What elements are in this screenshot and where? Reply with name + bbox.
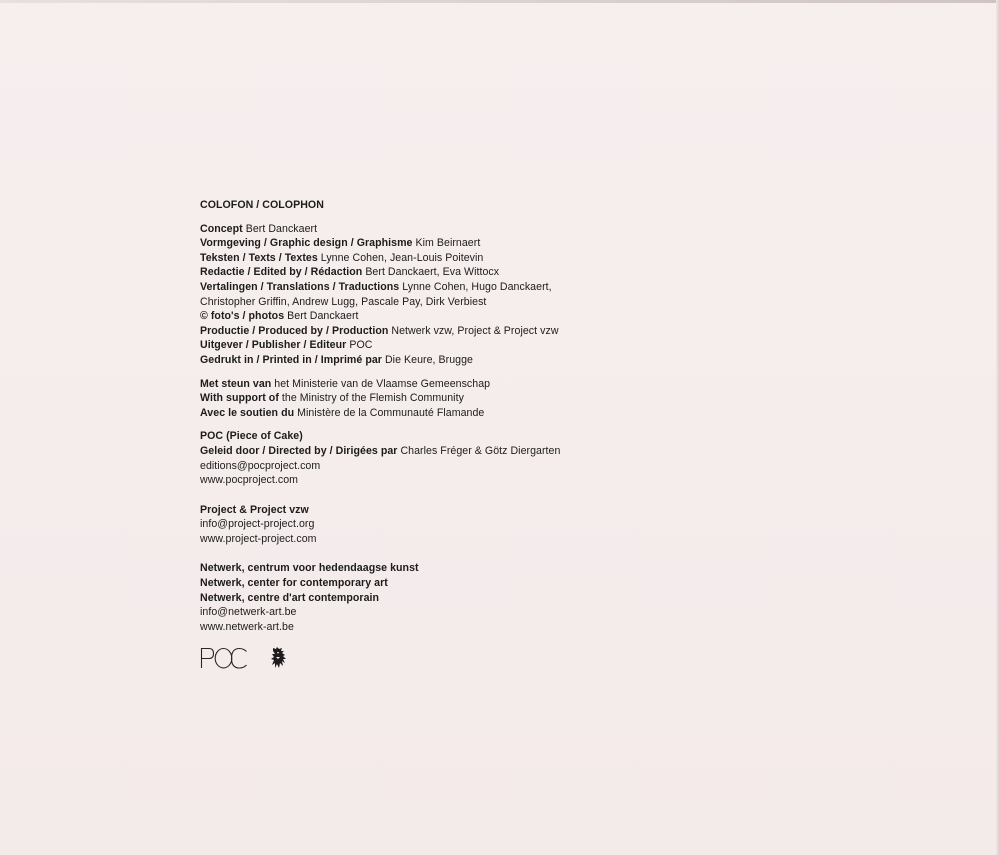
credit-value: Die Keure, Brugge: [384, 353, 473, 366]
project-email: info@project-project.org: [200, 518, 315, 531]
credit-label: Teksten / Texts / Textes: [200, 251, 318, 264]
support-label: With support of: [200, 392, 279, 405]
flemish-lion-icon: [270, 646, 290, 670]
credit-value: Bert Danckaert: [287, 310, 359, 323]
credit-label: Gedrukt in / Printed in / Imprimé par: [200, 353, 382, 366]
credit-label: © foto's / photos: [200, 310, 285, 323]
support-block: [200, 377, 620, 421]
support-line: [200, 377, 620, 392]
poc-directed-value: Charles Fréger & Götz Diergarten: [400, 444, 561, 457]
credits-block: [200, 222, 620, 368]
netwerk-website: www.netwerk-art.be: [200, 620, 294, 633]
credit-line: [200, 280, 620, 295]
support-label: Met steun van: [200, 377, 272, 390]
credit-line: [200, 265, 620, 280]
credit-value: POC: [349, 339, 373, 352]
netwerk-email: info@netwerk-art.be: [200, 606, 297, 619]
poc-block: [200, 429, 620, 487]
logo-row: [200, 644, 290, 672]
poc-email: editions@pocproject.com: [200, 459, 321, 472]
support-line: [200, 391, 620, 406]
credit-line: [200, 353, 620, 368]
project-name: Project & Project vzw: [200, 503, 309, 516]
credit-value: Lynne Cohen, Jean-Louis Poitevin: [320, 251, 484, 264]
page-right-edge: [996, 0, 1000, 855]
project-website: www.project-project.com: [200, 532, 317, 545]
credit-label: Redactie / Edited by / Rédaction: [200, 266, 363, 279]
page-top-edge: [0, 0, 1000, 3]
credit-value: Kim Beirnaert: [415, 237, 481, 250]
credit-line: [200, 324, 620, 339]
colophon-heading: COLOFON / COLOPHON: [200, 199, 324, 211]
credit-value: Lynne Cohen, Hugo Danckaert,: [402, 280, 552, 293]
credit-value: Christopher Griffin, Andrew Lugg, Pascale Pay, Dirk Verbiest: [200, 295, 487, 308]
credit-line: [200, 251, 620, 266]
support-line: [200, 406, 620, 421]
credit-label: Vertalingen / Translations / Traductions: [200, 280, 400, 293]
credit-line: [200, 309, 620, 324]
support-value: het Ministerie van de Vlaamse Gemeenschap: [274, 377, 491, 390]
credit-label: Vormgeving / Graphic design / Graphisme: [200, 237, 413, 250]
poc-logo: [200, 646, 248, 670]
credit-line: [200, 338, 620, 353]
poc-name: POC (Piece of Cake): [200, 430, 303, 443]
netwerk-block: [200, 561, 620, 634]
netwerk-name-en: Netwerk, center for contemporary art: [200, 577, 388, 590]
poc-directed-label: Geleid door / Directed by / Dirigées par: [200, 444, 398, 457]
netwerk-name-nl: Netwerk, centrum voor hedendaagse kunst: [200, 562, 419, 575]
project-block: [200, 503, 620, 547]
poc-website: www.pocproject.com: [200, 474, 299, 487]
netwerk-name-fr: Netwerk, centre d'art contemporain: [200, 591, 380, 604]
support-label: Avec le soutien du: [200, 406, 295, 419]
poc-directed-line: [200, 444, 620, 459]
colophon-text: [200, 198, 620, 643]
support-value: the Ministry of the Flemish Community: [281, 392, 464, 405]
credit-line-continued: [200, 295, 620, 310]
credit-value: Bert Danckaert: [245, 222, 318, 235]
credit-line: [200, 222, 620, 237]
credit-label: Productie / Produced by / Production: [200, 324, 389, 337]
credit-value: Netwerk vzw, Project & Project vzw: [391, 324, 559, 337]
credit-line: [200, 236, 620, 251]
credit-label: Concept: [200, 222, 243, 235]
credit-value: Bert Danckaert, Eva Wittocx: [365, 266, 500, 279]
credit-label: Uitgever / Publisher / Editeur: [200, 339, 347, 352]
support-value: Ministère de la Communauté Flamande: [297, 406, 485, 419]
